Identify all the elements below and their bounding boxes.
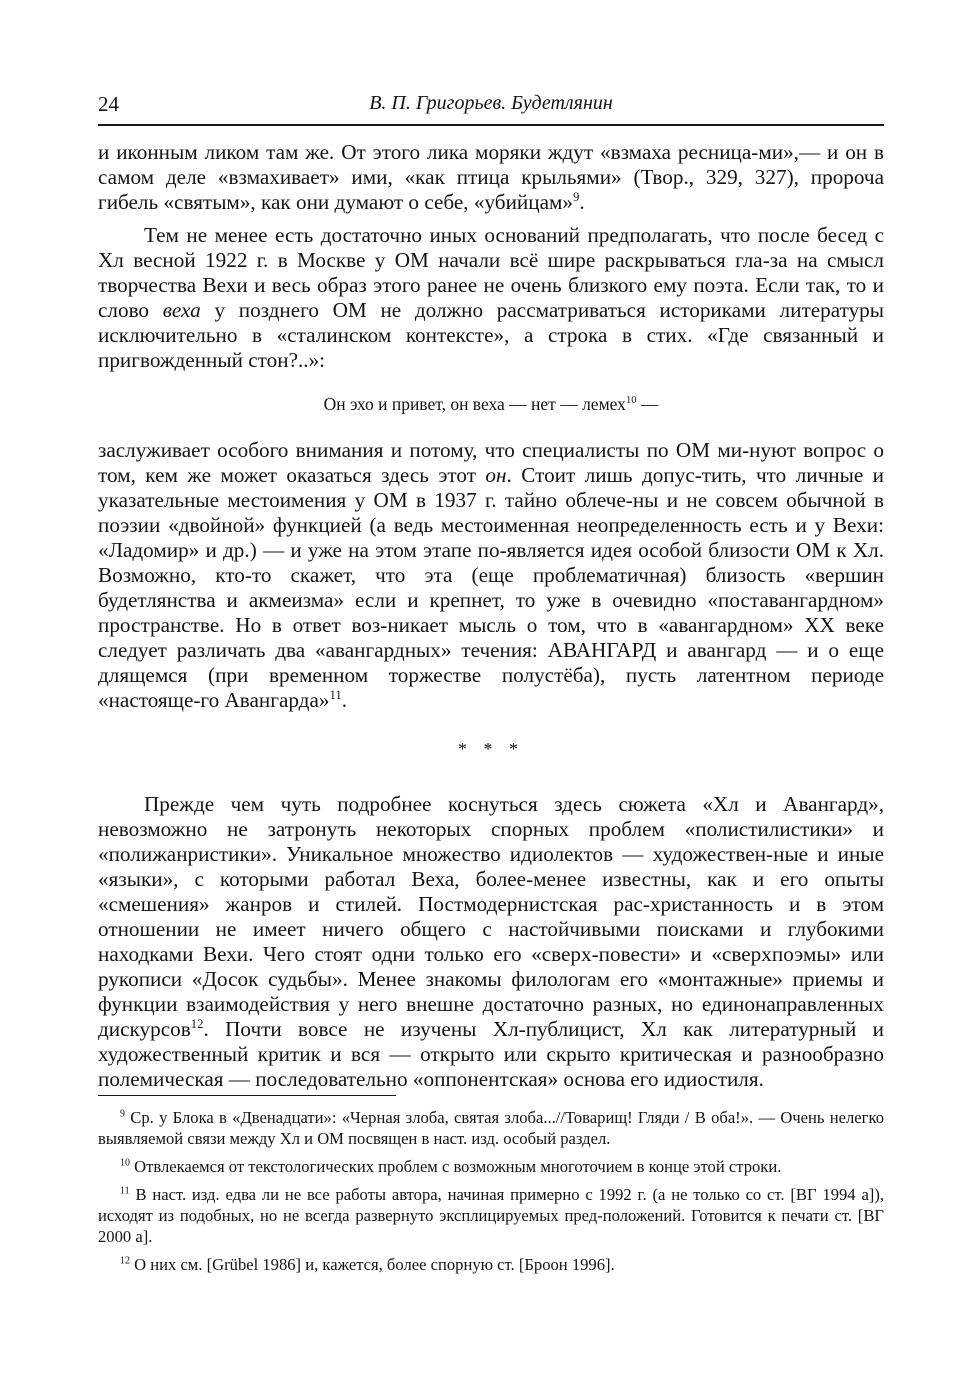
footnote-number: 10 bbox=[120, 1157, 130, 1169]
paragraph-1: и иконным ликом там же. От этого лика моряки ждут «взмаха ресница-ми»,— и он в самом деле «взмахивает» ими, «как птица крыльями» (Твор., 329, 327), пророча гибель «святым», как они думают о себе, «убийцам»$^9$. bbox=[98, 140, 884, 214]
footnote-11: $^{11}$ В наст. изд. едва ли не все работы автора, начиная примерно с 1992 г. (а не только со ст. [ВГ 1994 а]), исходят из подобных, но не всегда развернуто эксплицируемых пред-положений. Готовится к печати ст. [ВГ 2000 а]. bbox=[98, 1185, 885, 1246]
footnote-ref-10[interactable]: 10 bbox=[625, 395, 637, 407]
footnote-ref-9[interactable]: 9 bbox=[573, 189, 580, 204]
footnote-number: 12 bbox=[120, 1255, 130, 1267]
verse-quote: Он эхо и привет, он веха — нет — лемех$^{10}$ — bbox=[323, 394, 659, 414]
emphasis-word: веха bbox=[162, 298, 201, 322]
header-rule bbox=[98, 124, 884, 126]
page-header bbox=[98, 86, 884, 122]
section-separator: * * * bbox=[458, 739, 524, 759]
running-head: В. П. Григорьев. Будетлянин bbox=[369, 92, 613, 114]
footnotes bbox=[98, 1107, 884, 1282]
main-text bbox=[98, 140, 884, 1092]
emphasis-word: он bbox=[485, 463, 507, 487]
paragraph-4: Прежде чем чуть подробнее коснуться здесь сюжета «Хл и Авангард», невозможно не затронуть некоторых спорных проблем «полистилистики» и «полижанристики». Уникальное множество идиолектов — художествен-ные и иные «языки», с которыми работал Веха, более-менее известны, как и его опыты «смешения» жанров и стилей. Постмодернистская рас-христанность и в этом отношении не имеет ничего общего с настойчивыми поисками и глубокими находками Вехи. Чего стоят одни только его «сверх-повести» и «сверхпоэмы» или рукописи «Досок судьбы». Менее знакомы филологам его «монтажные» приемы и функции взаимодействия у него внешне достаточно разных, но единонаправленных дискурсов$^{12}$. Почти вовсе не изучены Хл-публицист, Хл как литературный и художественный критик и вся — открыто или скрыто критическая и разнообразно полемическая — последовательно «оппонентская» основа его идиостиля. bbox=[98, 792, 884, 1091]
footnote-number: 9 bbox=[120, 1108, 125, 1120]
page-number: 24 bbox=[98, 92, 119, 116]
footnote-9: $^9$ Ср. у Блока в «Двенадцати»: «Черная злоба, святая злоба...//Товарищ! Гляди / В оба!». — Очень нелегко выявляемой связи между Хл и ОМ посвящен в наст. изд. особый раздел. bbox=[98, 1108, 884, 1148]
footnote-ref-11[interactable]: 11 bbox=[329, 687, 342, 702]
paragraph-2: Тем не менее есть достаточно иных оснований предполагать, что после бесед с Хл весной 1922 г. в Москве у ОМ начали всё шире раскрываться гла-за на смысл творчества Вехи и весь образ этого ранее не очень близкого ему поэта. Если так, то и слово веха у позднего ОМ не должно рассматриваться историками литературы исключительно в «сталинском контексте», а строка в стих. «Где связанный и пригвожденный стон?..»: bbox=[98, 223, 884, 372]
footnote-rule bbox=[98, 1095, 396, 1096]
paragraph-3: заслуживает особого внимания и потому, что специалисты по ОМ ми-нуют вопрос о том, кем же может оказаться здесь этот он. Стоит лишь допус-тить, что личные и указательные местоимения у ОМ в 1937 г. тайно облече-ны и не совсем обычной в поэзии «двойной» функцией (а ведь местоименная неопределенность есть и у Вехи: «Ладомир» и др.) — и уже на этом этапе по-является идея особой близости ОМ к Хл. Возможно, кто-то скажет, что эта (еще проблематичная) близость «вершин будетлянства и акмеизма» если и крепнет, то уже в очевидно «поставангардном» пространстве. Но в ответ воз-никает мысль о том, что в «авангардном» XX веке следует различать два «авангардных» течения: АВАНГАРД и авангард — и о еще длящемся (при временном торжестве полустёба), пусть латентном периоде «настояще-го Авангарда»$^{11}$. bbox=[98, 438, 885, 712]
footnote-10: $^{10}$ Отвлекаемся от текстологических проблем с возможным многоточием в конце этой строки. bbox=[120, 1157, 782, 1176]
footnote-12: $^{12}$ О них см. [Grübel 1986] и, кажется, более спорную ст. [Броон 1996]. bbox=[120, 1255, 615, 1274]
footnote-ref-12[interactable]: 12 bbox=[190, 1016, 204, 1031]
footnote-number: 11 bbox=[120, 1185, 130, 1197]
